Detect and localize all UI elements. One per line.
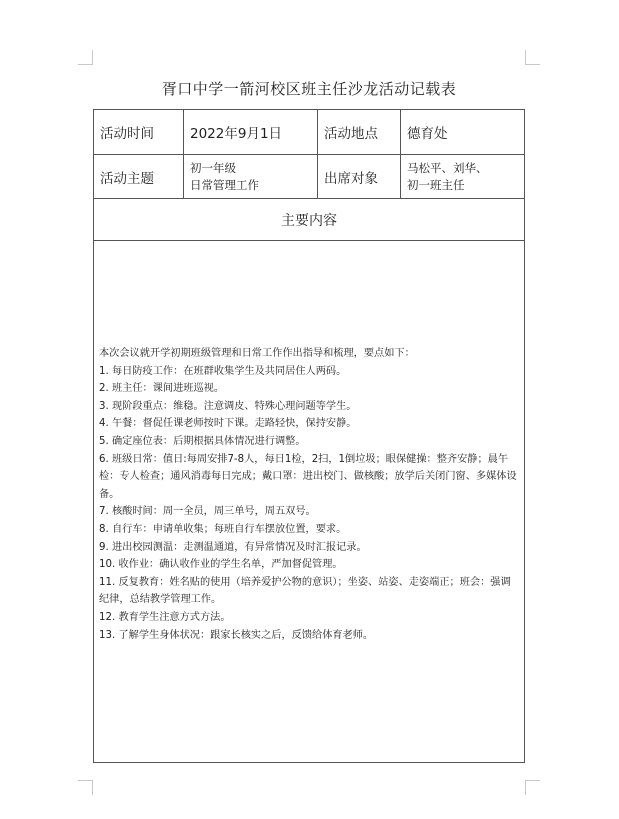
activity-theme-label: 活动主题 [100,170,154,187]
activity-place-value[interactable]: 德育处 [400,110,526,154]
activity-place-label: 活动地点 [317,110,400,154]
document-title: 胥口中学一箭河校区班主任沙龙活动记载表 [161,80,457,98]
content-item: 10. 收作业：确认收作业的学生名单，严加督促管理。 [99,559,343,571]
content-item: 11. 反复教育：姓名贴的使用（培养爱护公物的意识）；坐姿、站姿、走姿端正；班会：强调纪律，总结教学管理工作。 [99,576,511,606]
attendees-line: 初一班主任 [407,177,465,192]
activity-time-label: 活动时间 [100,126,154,142]
table-row-section-title [94,199,524,241]
attendees-line: 马松平、刘华、 [407,160,488,175]
theme-line: 日常管理工作 [190,177,259,192]
record-table [93,109,525,763]
main-content-heading: 主要内容 [281,212,337,229]
page-corner-mark-bottom-right [525,780,540,795]
content-item: 7. 核酸时间：周一全员，周三单号，周五双号。 [99,506,316,518]
content-item: 12. 教育学生注意方式方法。 [99,611,231,623]
content-item: 4. 午餐：督促任课老师按时下课。走路轻快，保持安静。 [99,418,357,430]
attendees-label: 出席对象 [317,155,400,198]
content-item: 5. 确定座位表：后期根据具体情况进行调整。 [99,435,306,447]
page-corner-mark-bottom-left [78,780,93,795]
content-intro: 本次会议就开学初期班级管理和日常工作作出指导和梳理，要点如下： [99,348,415,359]
content-item: 13. 了解学生身体状况：跟家长核实之后，反馈给体育老师。 [99,629,374,641]
table-row-theme-attendees [94,155,524,199]
page-corner-mark-top-right [525,50,540,65]
table-row-time-place [94,110,524,155]
attendees-value[interactable] [400,155,526,198]
content-item: 1. 每日防疫工作：在班群收集学生及共同居住人两码。 [99,365,347,377]
content-item: 3. 现阶段重点：维稳。注意调皮、特殊心理问题等学生。 [99,400,357,412]
activity-time-value[interactable]: 2022年9月1日 [183,110,317,154]
theme-line: 初一年级 [190,160,236,175]
activity-theme-value[interactable] [183,155,317,198]
content-item: 9. 进出校园测温：走测温通道，有异常情况及时汇报记录。 [99,541,367,553]
page-corner-mark-top-left [78,50,93,65]
content-item: 8. 自行车：申请单收集；每班自行车摆放位置，要求。 [99,523,347,535]
content-item: 2. 班主任：课间进班巡视。 [99,383,225,395]
content-item: 6. 班级日常：值日:每周安排7-8人，每日1检，2扫，1倒垃圾；眼保健操：整齐安静；晨午检：专人检查；通风消毒每日完成；戴口罩：进出校门、做核酸；放学后关闭门窗、多媒体设备。 [99,453,517,500]
main-content-body[interactable] [99,345,517,644]
